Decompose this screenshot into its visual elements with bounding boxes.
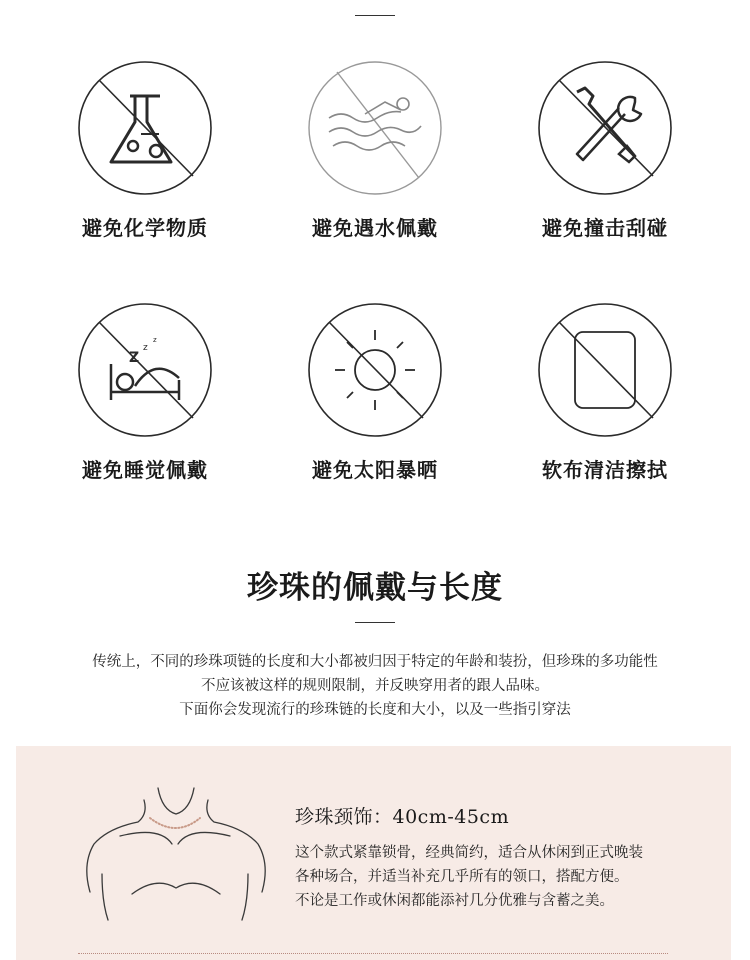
care-label: 避免遇水佩戴 bbox=[312, 216, 438, 240]
neck-illustration bbox=[80, 782, 270, 922]
top-divider bbox=[355, 15, 395, 16]
care-label: 避免撞击刮碰 bbox=[542, 216, 668, 240]
cloth-icon bbox=[537, 302, 673, 438]
intro-line: 传统上，不同的珍珠项链的长度和大小都被归因于特定的年龄和装扮，但珍珠的多功能性 bbox=[92, 654, 658, 670]
care-label: 避免化学物质 bbox=[82, 216, 208, 240]
necklace-description bbox=[295, 841, 643, 913]
care-label: 避免太阳暴晒 bbox=[312, 458, 438, 482]
tools-icon bbox=[537, 60, 673, 196]
flask-icon bbox=[77, 60, 213, 196]
intro-line: 不应该被这样的规则限制，并反映穿用者的跟人品味。 bbox=[201, 678, 549, 694]
necklace-desc-line: 各种场合，并适当补充几乎所有的领口，搭配方便。 bbox=[295, 869, 629, 885]
water-waves-icon bbox=[307, 60, 443, 196]
necklace-desc-line: 不论是工作或休闲都能添衬几分优雅与含蓄之美。 bbox=[295, 893, 614, 909]
care-label: 软布清洁擦拭 bbox=[542, 458, 668, 482]
necklace-desc-line: 这个款式紧靠锁骨，经典简约，适合从休闲到正式晚装 bbox=[295, 845, 643, 861]
intro-text bbox=[20, 650, 730, 722]
sun-icon bbox=[307, 302, 443, 438]
svg-text:Z: Z bbox=[129, 350, 140, 366]
dotted-divider bbox=[78, 953, 668, 954]
necklace-title: 珍珠颈饰：40cm-45cm bbox=[295, 806, 510, 828]
care-label: 避免睡觉佩戴 bbox=[82, 458, 208, 482]
section-title: 珍珠的佩戴与长度 bbox=[247, 570, 503, 606]
title-divider bbox=[355, 622, 395, 623]
svg-text:z: z bbox=[143, 343, 148, 353]
intro-line: 下面你会发现流行的珍珠链的长度和大小，以及一些指引穿法 bbox=[179, 702, 571, 718]
sleeping-bed-icon bbox=[77, 302, 213, 438]
svg-text:z: z bbox=[153, 336, 157, 344]
